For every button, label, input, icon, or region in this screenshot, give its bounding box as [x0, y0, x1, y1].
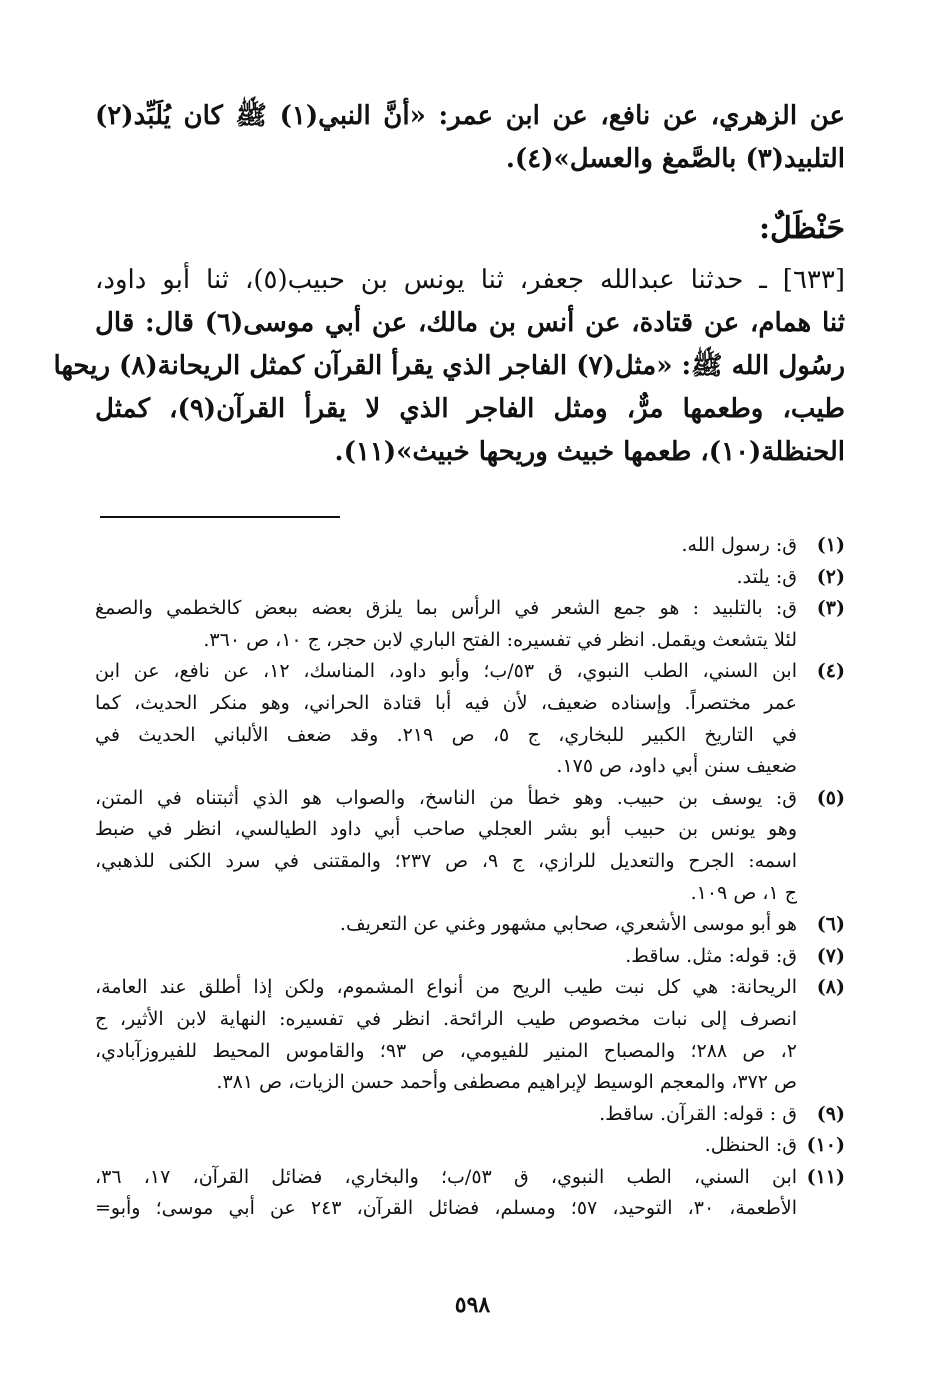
footnote-line: ق: قوله: مثل. ساقط.: [625, 944, 797, 967]
text-line: طيب، وطعمها مرٌّ، ومثل الفاجر الذي لا يقرأ القرآن(٩)، كمثل: [95, 394, 845, 424]
footnote-line: اسمه: الجرح والتعديل للرازي، ج ٩، ص ٢٣٧؛ والمقتنى في سرد الكنى للذهبي،: [95, 849, 797, 872]
footnote: [95, 1162, 845, 1225]
footnote-number: (١): [816, 534, 845, 556]
page-number: ٥٩٨: [454, 1292, 491, 1318]
footnote-line: ابن السني، الطب النبوي، ق ٥٣/ب؛ والبخاري، فضائل القرآن، ١٧، ٣٦،: [95, 1165, 798, 1188]
text-line: عن الزهري، عن نافع، عن ابن عمر: «أنَّ النبي(١) ﷺ كان يُلَبِّد(٢): [95, 101, 845, 131]
footnote-number: (٨): [816, 976, 845, 999]
footnote-separator: [100, 516, 340, 518]
top-paragraph: [95, 95, 845, 181]
hadith-paragraph: [53, 259, 845, 474]
footnote-line: في التاريخ الكبير للبخاري، ج ٥، ص ٢١٩. وقد ضعف الألباني الحديث في: [95, 723, 797, 746]
section-heading: حَنْظَلٌ:: [758, 211, 845, 246]
footnote: [95, 530, 845, 562]
footnote-line: ق: يلتد.: [736, 565, 797, 588]
text-line: التلبيد(٣) بالصَّمغ والعسل»(٤).: [505, 144, 845, 174]
footnote-number: (١١): [806, 1165, 845, 1188]
footnote: [95, 593, 845, 656]
footnote-number: (٦): [816, 913, 845, 936]
footnote-line: ق: الحنظل.: [704, 1134, 797, 1157]
footnote-line: الأطعمة، ٣٠، التوحيد، ٥٧؛ ومسلم، فضائل القرآن، ٢٤٣ عن أبي موسى؛ وأبو=: [95, 1197, 798, 1220]
footnote-line: ج ١، ص ١٠٩.: [690, 881, 797, 904]
footnote-line: ق: يوسف بن حبيب. وهو خطأ من الناسخ، والصواب هو الذي أثبتناه في المتن،: [95, 786, 797, 809]
footnote: [95, 562, 845, 594]
footnote-number: (٩): [816, 1102, 845, 1125]
footnote-line: ق: بالتلبيد : هو جمع الشعر في الرأس بما يلزق بعضه ببعض كالخطمي والصمغ: [95, 597, 797, 620]
footnote-line: الريحانة: هي كل نبت طيب الريح من أنواع المشموم، ولكن إذا أطلق عند العامة،: [95, 976, 797, 999]
footnote-line: ق: رسول الله.: [681, 534, 797, 556]
footnote-number: (٧): [816, 944, 845, 967]
footnote-line: هو أبو موسى الأشعري، صحابي مشهور وغني عن التعريف.: [339, 913, 797, 936]
footnote: [95, 1130, 845, 1162]
text-line: ثنا همام، عن قتادة، عن أنس بن مالك، عن أبي موسى(٦) قال: قال: [95, 308, 845, 338]
footnote-line: ٢، ص ٢٨٨؛ والمصباح المنير للفيومي، ص ٩٣؛ والقاموس المحيط للفيروزآبادي،: [95, 1039, 798, 1062]
footnote-line: ص ٣٧٢، والمعجم الوسيط لإبراهيم مصطفى وأحمد حسن الزيات، ص ٣٨١.: [216, 1071, 797, 1094]
footnote-line: ق : قوله: القرآن. ساقط.: [599, 1102, 797, 1125]
page-body: [53, 95, 845, 474]
footnote: [95, 1099, 845, 1131]
footnote: [95, 909, 845, 941]
footnote-line: ابن السني، الطب النبوي، ق ٥٣/ب؛ وأبو داود، المناسك، ١٢، عن نافع، عن ابن: [95, 660, 797, 683]
footnote-number: (٥): [816, 786, 845, 809]
footnote-number: (٣): [816, 597, 845, 620]
footnote-line: عمر مختصراً. وإسناده ضعيف، لأن فيه أبا قتادة الحراني، وهو منكر الحديث، كما: [95, 691, 797, 714]
footnote-number: (٢): [816, 565, 845, 588]
footnote-line: انصرف إلى نبات مخصوص طيب الرائحة. انظر في تفسيره: النهاية لابن الأثير، ج: [95, 1007, 797, 1030]
footnote: [95, 941, 845, 973]
footnote: [95, 656, 845, 782]
text-line: رسُول الله ﷺ: «مثل(٧) الفاجر الذي يقرأ القرآن كمثل الريحانة(٨) ريحها: [53, 351, 845, 381]
text-line: [٦٣٣] ـ حدثنا عبدالله جعفر، ثنا يونس بن حبيب(٥)، ثنا أبو داود،: [95, 265, 845, 295]
footnotes: [95, 530, 845, 1225]
footnote-line: ضعيف سنن أبي داود، ص ١٧٥.: [556, 755, 797, 778]
footnote-line: وهو يونس بن حبيب أبو بشر العجلي صاحب أبي داود الطيالسي، انظر في ضبط: [95, 818, 797, 841]
footnote-line: لئلا يتشعث ويقمل. انظر في تفسيره: الفتح الباري لابن حجر، ج ١٠، ص ٣٦٠.: [203, 628, 797, 651]
text-line: الحنظلة(١٠)، طعمها خبيث وريحها خبيث»(١١).: [334, 437, 845, 467]
footnote: [95, 783, 845, 909]
footnote: [95, 972, 845, 1098]
footnote-number: (١٠): [806, 1134, 845, 1157]
footnote-number: (٤): [816, 660, 845, 683]
